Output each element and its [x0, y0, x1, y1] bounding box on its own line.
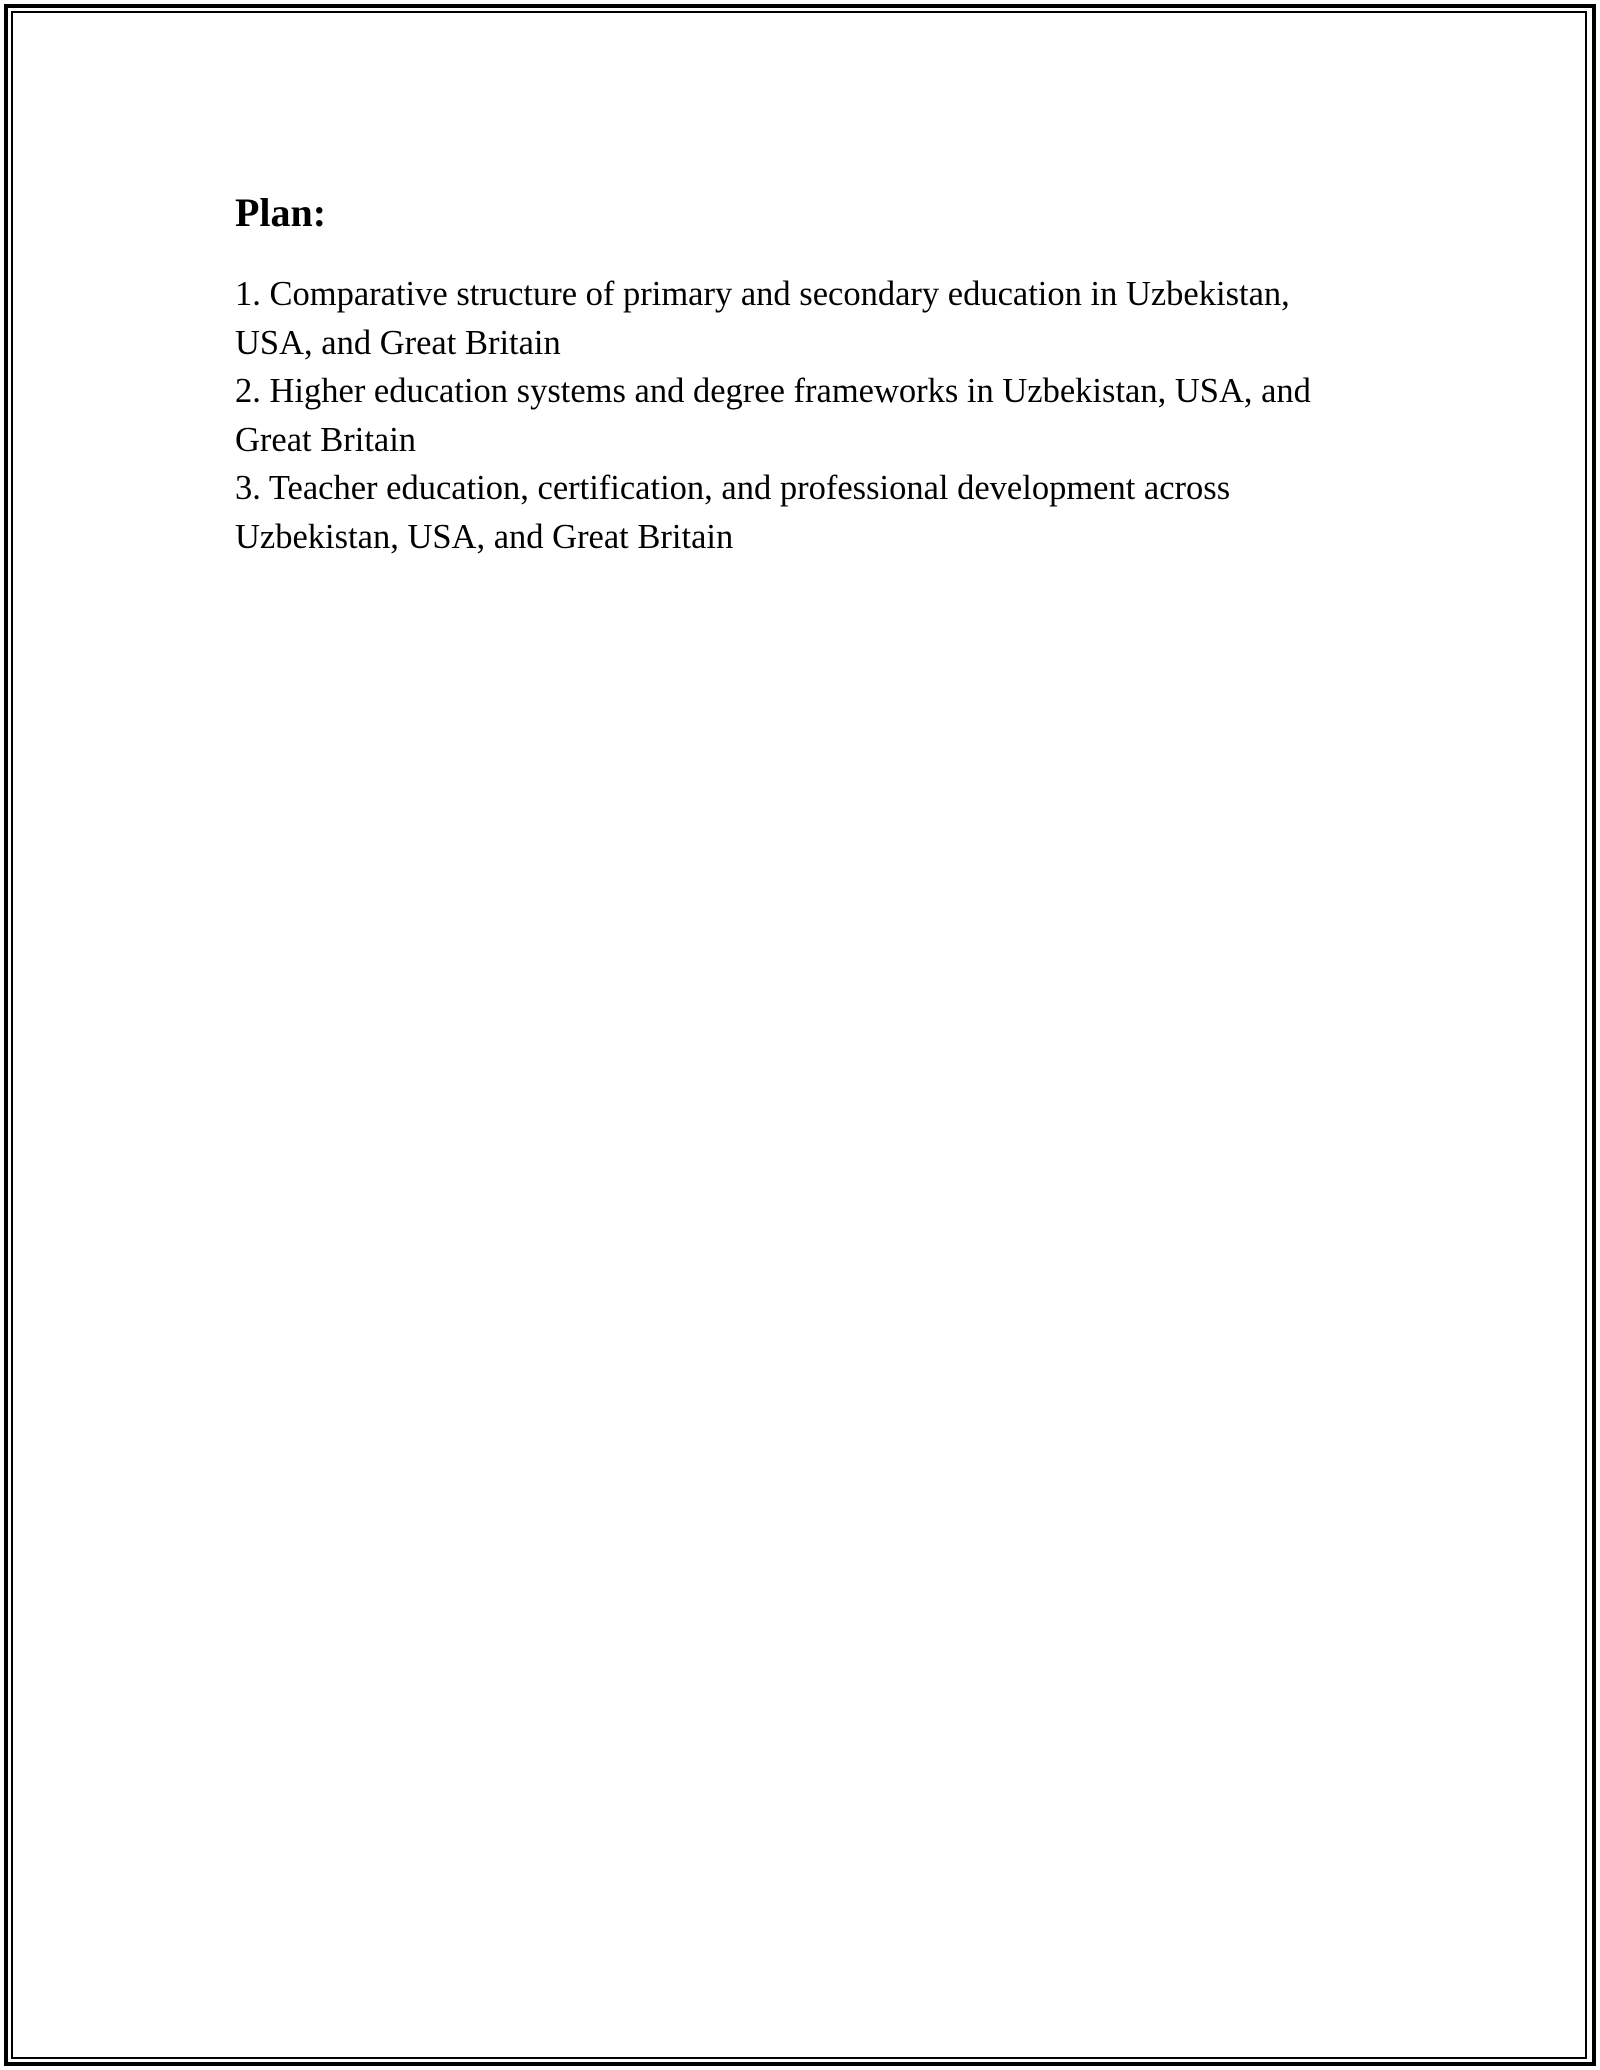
document-body [235, 188, 1375, 561]
plan-item-3: 3. Teacher education, certification, and professional development across Uzbekistan, USA, and Great Britain [235, 469, 1231, 556]
plan-item-2: 2. Higher education systems and degree frameworks in Uzbekistan, USA, and Great Britain [235, 372, 1311, 459]
plan-list [235, 270, 1375, 561]
plan-item-1: 1. Comparative structure of primary and secondary education in Uzbekistan, USA, and Great Britain [235, 275, 1290, 362]
plan-heading: Plan: [235, 190, 327, 235]
